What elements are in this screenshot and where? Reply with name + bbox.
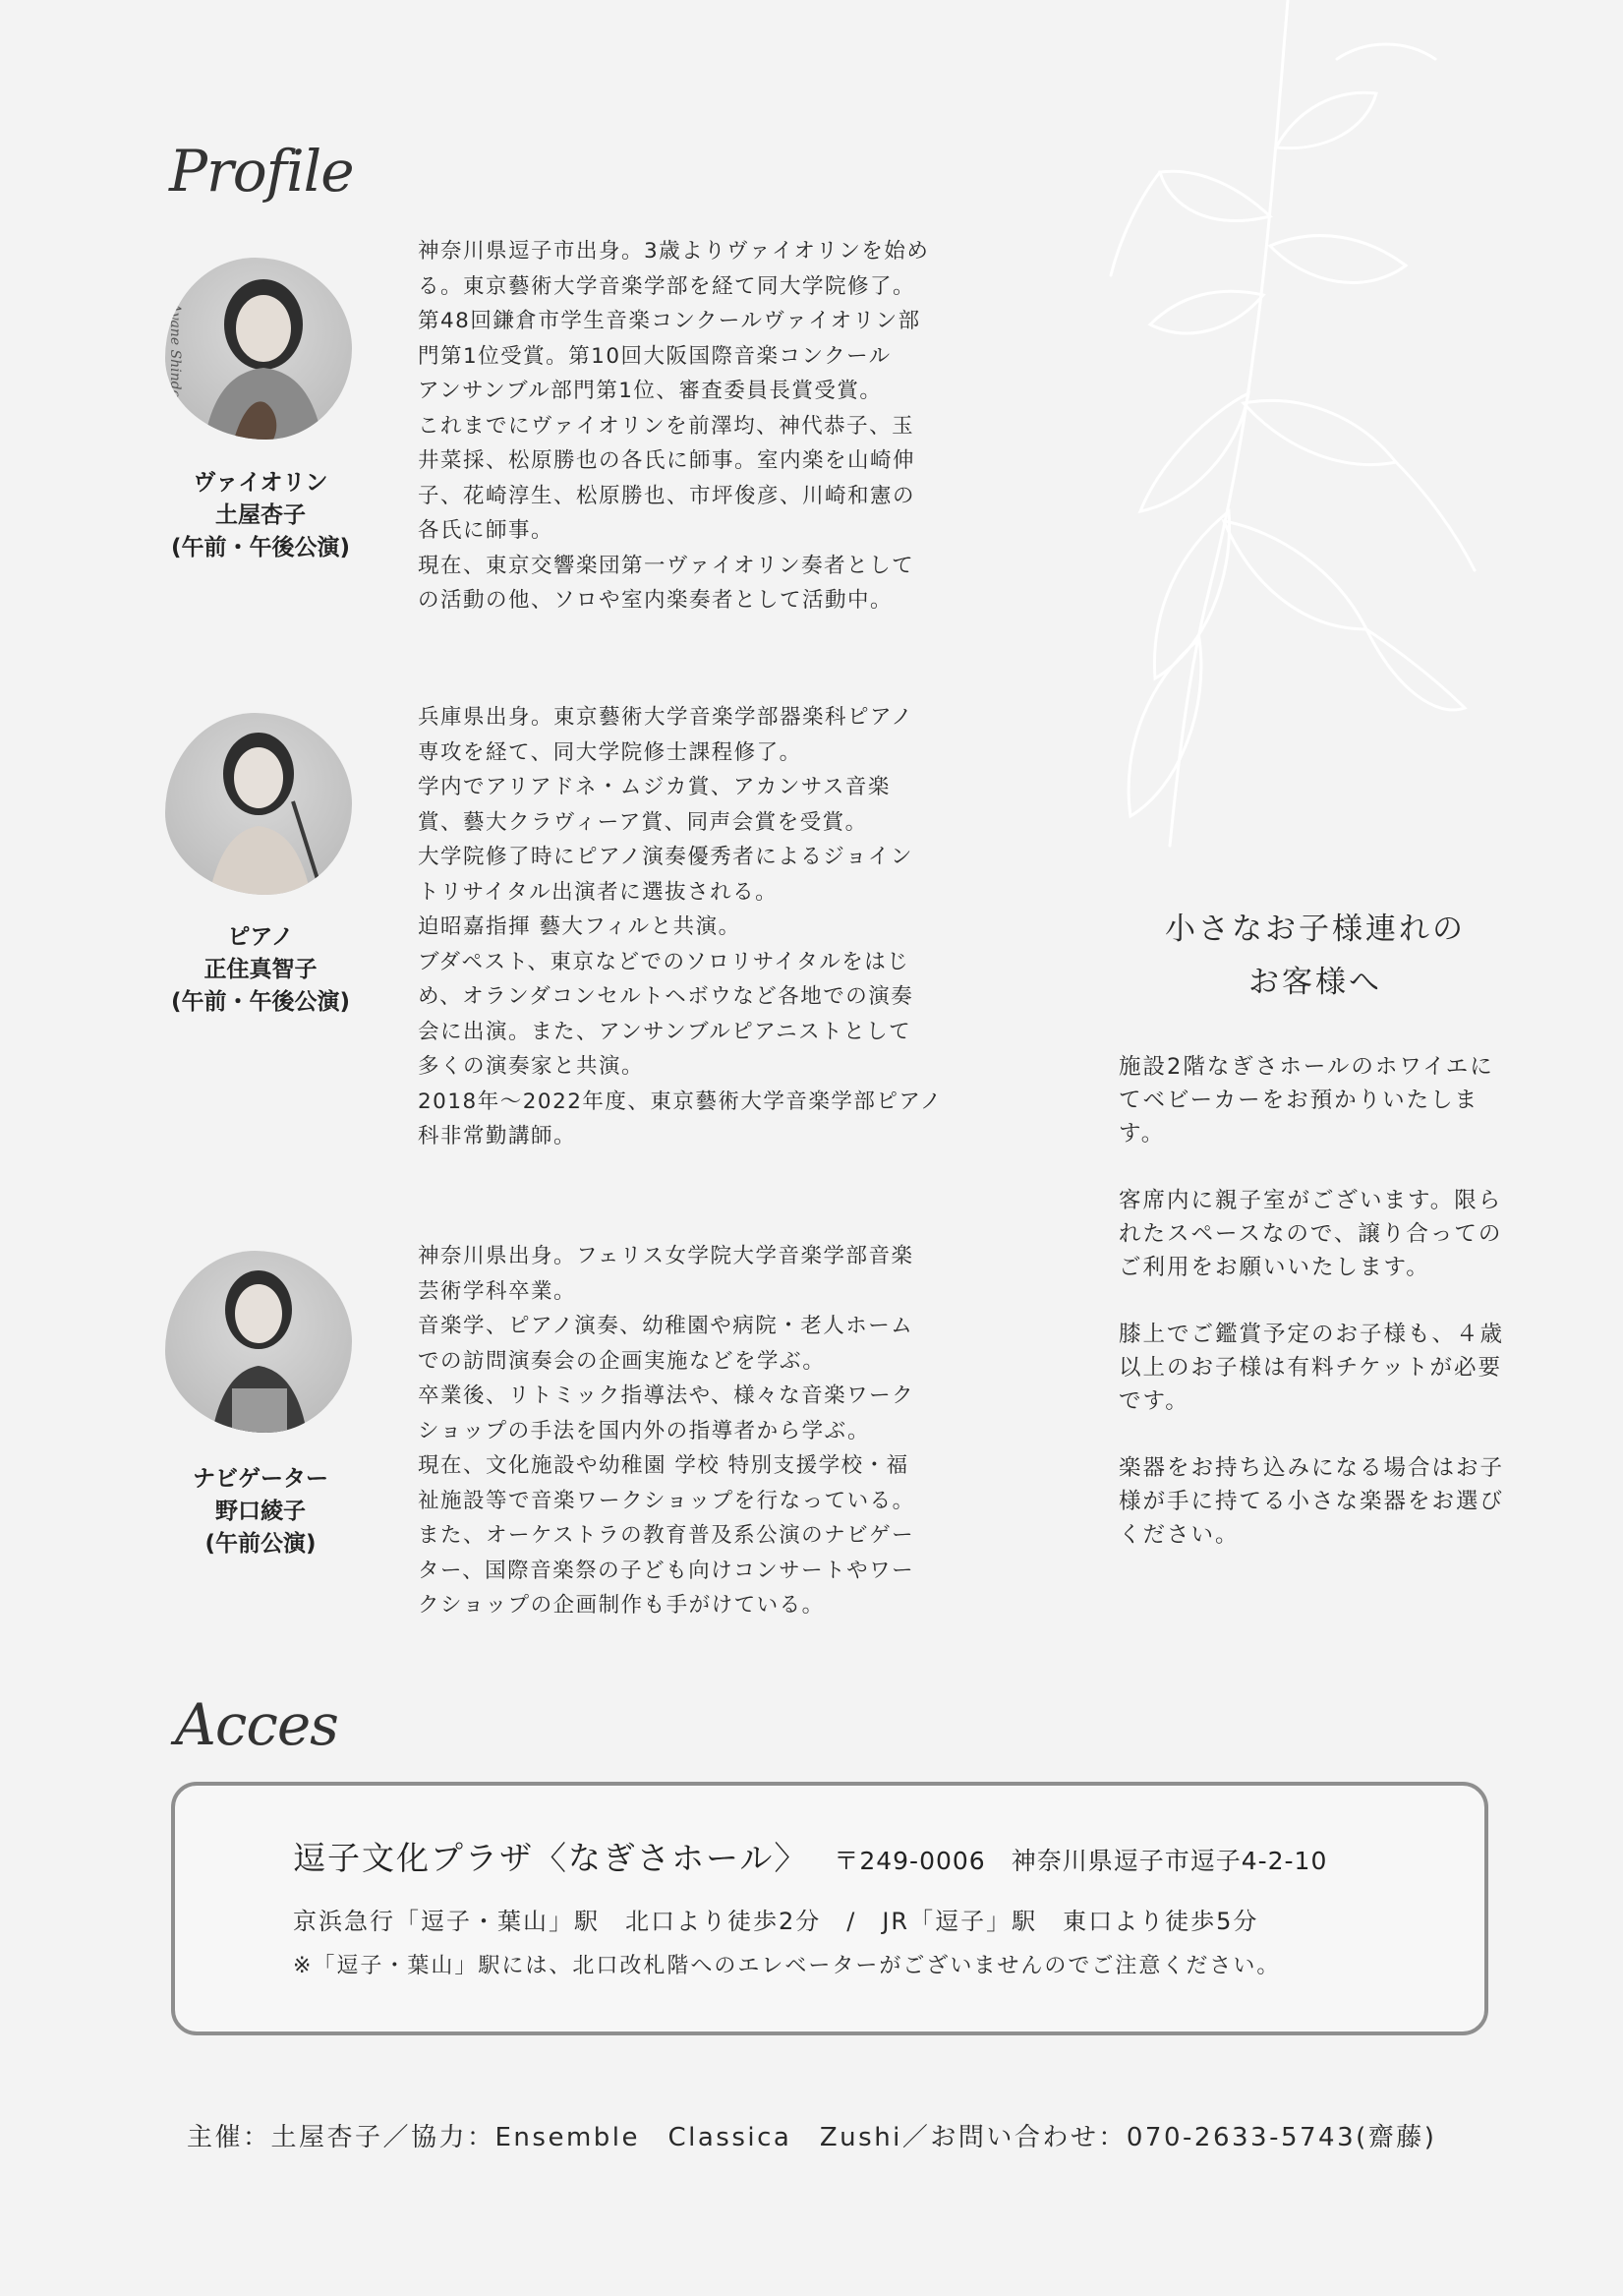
- bio-line: 学内でアリアドネ・ムジカ賞、アカンサス音楽: [418, 775, 891, 799]
- access-box: [171, 1782, 1488, 2035]
- performer-bio-violinist: [418, 234, 1000, 618]
- performer-role: ピアノ: [227, 924, 294, 950]
- bio-line: 神奈川県逗子市出身。3歳よりヴァイオリンを始め: [418, 239, 930, 264]
- venue-line: [293, 1833, 1327, 1879]
- notice-paragraph: 客席内に親子室がございます。限られたスペースなので、譲り合ってのご利用をお願いいたします。: [1119, 1188, 1503, 1280]
- performer-sessions: (午前公演): [204, 1531, 317, 1557]
- bio-line: 第48回鎌倉市学生音楽コンクールヴァイオリン部: [418, 309, 921, 333]
- bio-line: ブダペスト、東京などでのソロリサイタルをはじ: [418, 949, 910, 974]
- performer-name: 野口綾子: [215, 1499, 306, 1524]
- performer-bio-pianist: [418, 700, 1000, 1154]
- bio-line: 神奈川県出身。フェリス女学院大学音楽学部音楽: [418, 1244, 914, 1268]
- photo-credit: ©Ayane Shindo: [167, 287, 183, 399]
- bio-line: 会に出演。また、アンサンブルピアニストとして: [418, 1019, 912, 1044]
- notice-paragraph: 楽器をお持ち込みになる場合はお子様が手に持てる小さな楽器をお選びください。: [1119, 1455, 1505, 1548]
- bio-line: クショップの企画制作も手がけている。: [418, 1593, 825, 1618]
- bio-line: また、オーケストラの教育普及系公演のナビゲー: [418, 1523, 915, 1548]
- bio-line: 祉施設等で音楽ワークショップを行なっている。: [418, 1488, 915, 1513]
- bio-line: での訪問演奏会の企画実施などを学ぶ。: [418, 1348, 826, 1374]
- notice-paragraph: 施設2階なぎさホールのホワイエにてベビーカーをお預かりいたします。: [1119, 1054, 1494, 1147]
- family-notice: [1119, 903, 1512, 1585]
- performer-caption-navigator: [143, 1463, 378, 1560]
- bio-line: 現在、東京交響楽団第一ヴァイオリン奏者として: [418, 553, 915, 578]
- bio-line: 科非常勤講師。: [418, 1124, 577, 1148]
- bio-line: 卒業後、リトミック指導法や、様々な音楽ワーク: [418, 1383, 915, 1408]
- bio-line: これまでにヴァイオリンを前澤均、神代恭子、玉: [418, 413, 915, 439]
- bio-line: 専攻を経て、同大学院修士課程修了。: [418, 739, 802, 765]
- notice-title-line: 小さなお子様連れの: [1165, 912, 1466, 947]
- bio-line: 賞、藝大クラヴィーア賞、同声会賞を受賞。: [418, 809, 868, 835]
- bio-line: 各氏に師事。: [418, 518, 554, 543]
- performer-photo-pianist: [165, 713, 352, 895]
- profile-heading: Profile: [169, 138, 354, 205]
- performer-caption-violinist: [143, 467, 378, 564]
- performer-sessions: (午前・午後公演): [170, 989, 351, 1015]
- bio-line: 2018年～2022年度、東京藝術大学音楽学部ピアノ: [418, 1089, 943, 1114]
- organizer-footer: 主催：土屋杏子／協力：Ensemble Classica Zushi／お問い合わせ：070-2633-5743(齋藤): [187, 2123, 1437, 2152]
- bio-line: 大学院修了時にピアノ演奏優秀者によるジョイン: [418, 845, 913, 869]
- performer-caption-pianist: [143, 921, 378, 1019]
- bio-line: アンサンブル部門第1位、審査委員長賞受賞。: [418, 379, 883, 403]
- bio-line: め、オランダコンセルトヘボウなど各地での演奏: [418, 984, 914, 1009]
- venue-name: 逗子文化プラザ〈なぎさホール〉: [293, 1839, 809, 1877]
- bio-line: 現在、文化施設や幼稚園 学校 特別支援学校・福: [418, 1453, 909, 1478]
- performer-photo-violinist: [165, 258, 352, 440]
- elevator-note: ※「逗子・葉山」駅には、北口改札階へのエレベーターがございませんのでご注意ください。: [293, 1954, 1281, 1978]
- performer-name: 土屋杏子: [215, 502, 306, 528]
- performer-name: 正住真智子: [203, 957, 318, 982]
- performer-sessions: (午前・午後公演): [170, 535, 351, 560]
- transit-directions: 京浜急行「逗子・葉山」駅 北口より徒歩2分 / JR「逗子」駅 東口より徒歩5分: [293, 1908, 1259, 1935]
- bio-line: る。東京藝術大学音楽学部を経て同大学院修了。: [418, 273, 916, 299]
- bio-line: 芸術学科卒業。: [418, 1278, 577, 1304]
- bio-line: 音楽学、ピアノ演奏、幼稚園や病院・老人ホーム: [418, 1314, 914, 1338]
- bio-line: 子、花崎淳生、松原勝也、市坪俊彦、川崎和憲の: [418, 483, 916, 508]
- bio-line: トリサイタル出演者に選抜される。: [418, 879, 779, 905]
- bio-line: ター、国際音楽祭の子ども向けコンサートやワー: [418, 1558, 915, 1583]
- performer-role: ヴァイオリン: [193, 470, 328, 496]
- access-heading: Acces: [175, 1691, 338, 1758]
- bio-line: の活動の他、ソロや室内楽奏者として活動中。: [418, 588, 894, 613]
- bio-line: 迫昭嘉指揮 藝大フィルと共演。: [418, 914, 741, 939]
- performer-photo-navigator: [165, 1251, 352, 1433]
- notice-title-line: お客様へ: [1248, 965, 1382, 1000]
- bio-line: 多くの演奏家と共演。: [418, 1054, 645, 1079]
- performer-role: ナビゲーター: [193, 1466, 328, 1492]
- bio-line: 井菜採、松原勝也の各氏に師事。室内楽を山崎伸: [418, 448, 916, 473]
- bio-line: 門第1位受賞。第10回大阪国際音楽コンクール: [418, 343, 892, 369]
- botanical-illustration: [1042, 0, 1553, 865]
- bio-line: 兵庫県出身。東京藝術大学音楽学部器楽科ピアノ: [418, 705, 914, 730]
- notice-title: [1119, 903, 1512, 1009]
- venue-address: 〒249-0006 神奈川県逗子市逗子4-2-10: [834, 1847, 1328, 1875]
- notice-paragraph: 膝上でご鑑賞予定のお子様も、４歳以上のお子様は有料チケットが必要です。: [1119, 1322, 1505, 1414]
- performer-bio-navigator: [418, 1239, 1000, 1623]
- bio-line: ショップの手法を国内外の指導者から学ぶ。: [418, 1418, 871, 1443]
